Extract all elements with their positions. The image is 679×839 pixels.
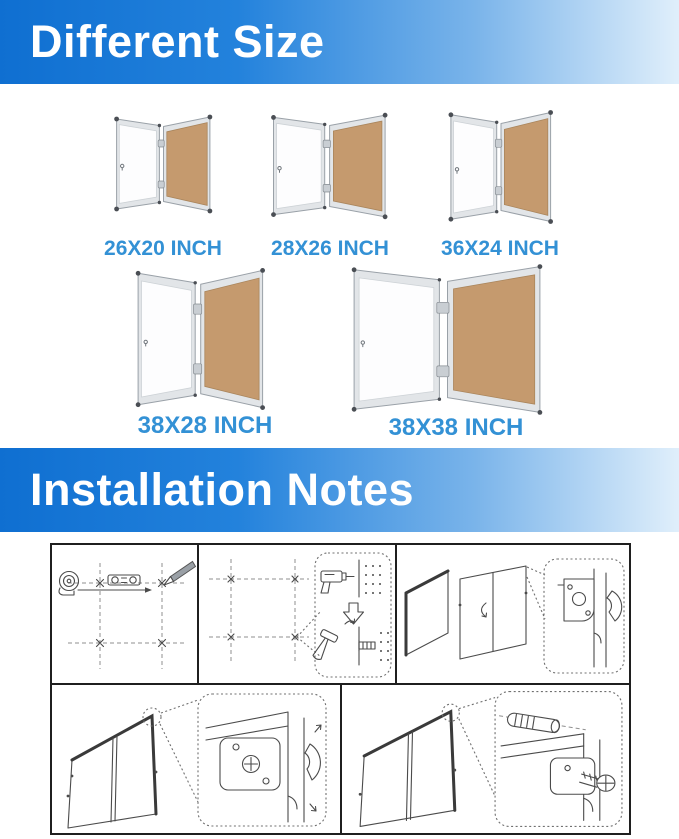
corner-cap [208, 115, 213, 120]
size-label-38x38: 38X38 INCH [388, 414, 524, 441]
corner-cap [208, 209, 213, 214]
cork-surface [454, 275, 535, 404]
corner-cap [548, 219, 553, 224]
corner-cap [158, 124, 161, 127]
board-38x28 [132, 266, 268, 412]
installation-diagrams [50, 543, 631, 835]
corner-cap [438, 398, 441, 401]
callout-box [315, 553, 391, 677]
size-label-38x28: 38X28 INCH [137, 412, 273, 439]
corner-cap [538, 264, 543, 269]
hammer-icon [310, 629, 338, 663]
corner-cap [438, 278, 441, 281]
wing-bracket [305, 744, 320, 780]
cabinet-illustration-36x24 [446, 109, 555, 225]
drill-anchor-diagram [199, 545, 395, 683]
corner-bracket-detail [558, 569, 622, 667]
down-arrow-icon [344, 603, 364, 624]
hinge-icon [323, 140, 330, 148]
corner-cap [352, 407, 357, 412]
mounted-board [359, 712, 456, 827]
cabinet-illustration-38x28 [132, 266, 268, 412]
wall-anchor-icon [359, 627, 389, 665]
cabinet-graphic [345, 262, 548, 417]
board-36x24 [446, 109, 555, 225]
cabinet-graphic [268, 112, 390, 220]
cabinet-graphic [132, 266, 268, 412]
corner-cap [383, 113, 388, 118]
size-label-26x20: 26X20 INCH [104, 237, 222, 260]
corner-cap [194, 394, 197, 397]
install-step-bracket [397, 545, 629, 685]
install-step-secure [342, 685, 629, 833]
cork-surface [167, 123, 207, 206]
install-step-drill [199, 545, 397, 685]
board-38x38 [345, 262, 548, 417]
door-glass [277, 123, 322, 208]
corner-cap [260, 268, 265, 273]
hinge-icon [158, 140, 164, 147]
installation-notes-title: Installation Notes [30, 464, 415, 515]
pencil-icon [164, 562, 196, 586]
corner-cap [114, 207, 119, 212]
corner-cap [271, 212, 276, 217]
installation-notes-banner [0, 448, 679, 532]
cabinet-illustration-28x26 [268, 112, 390, 220]
door-glass [454, 121, 494, 213]
corner-cap [271, 115, 276, 120]
cabinet-illustration-26x20 [112, 114, 214, 214]
corner-cap [158, 201, 161, 204]
corner-cap [323, 206, 326, 209]
hinge-icon [194, 304, 202, 314]
bracket-diagram [397, 545, 629, 683]
wall-dots-top [359, 560, 381, 597]
hinge-icon [495, 139, 502, 147]
measure-mark-diagram [52, 545, 197, 683]
corner-cap [548, 110, 553, 115]
marking-grid [209, 559, 309, 663]
mounted-board [67, 716, 158, 828]
door-glass [359, 278, 434, 401]
cabinet-illustration-38x38 [345, 262, 548, 417]
different-size-title: Different Size [30, 16, 325, 67]
cabinet-graphic [446, 109, 555, 225]
corner-cap [114, 117, 119, 122]
cork-surface [504, 119, 547, 216]
corner-cap [323, 123, 326, 126]
install-step-mount [52, 685, 342, 833]
hinge-icon [437, 302, 449, 313]
board-28x26 [268, 112, 390, 220]
hinge-icon [194, 364, 202, 374]
mounting-diagram [52, 685, 340, 833]
corner-cap [136, 402, 141, 407]
front-panel [459, 566, 528, 659]
wing-bracket [607, 591, 622, 621]
marking-grid [68, 563, 184, 669]
hinge-icon [323, 184, 330, 192]
corner-cap [136, 271, 141, 276]
hinge-icon [495, 187, 502, 195]
corner-cap [194, 281, 197, 284]
back-panel [406, 571, 448, 655]
cork-surface [333, 121, 382, 211]
door-glass [119, 125, 156, 204]
corner-cap [260, 405, 265, 410]
corner-cap [495, 121, 498, 124]
corner-cap [383, 214, 388, 219]
corner-bracket-mounting-detail [206, 712, 321, 822]
cork-surface [205, 278, 259, 400]
different-size-banner [0, 0, 679, 84]
door-glass [142, 281, 192, 397]
hanging-rail-detail [499, 712, 600, 820]
corner-cap [352, 267, 357, 272]
hinge-icon [437, 366, 449, 377]
drill-icon [321, 571, 354, 593]
size-label-36x24: 36X24 INCH [441, 237, 559, 260]
install-step-measure [52, 545, 199, 685]
corner-cap [449, 112, 454, 117]
corner-cap [449, 217, 454, 222]
cabinet-graphic [112, 114, 214, 214]
hinge-icon [158, 181, 164, 188]
corner-cap [495, 210, 498, 213]
board-26x20 [112, 114, 214, 214]
size-label-28x26: 28X26 INCH [271, 237, 389, 260]
rail-screw-diagram [342, 685, 629, 833]
